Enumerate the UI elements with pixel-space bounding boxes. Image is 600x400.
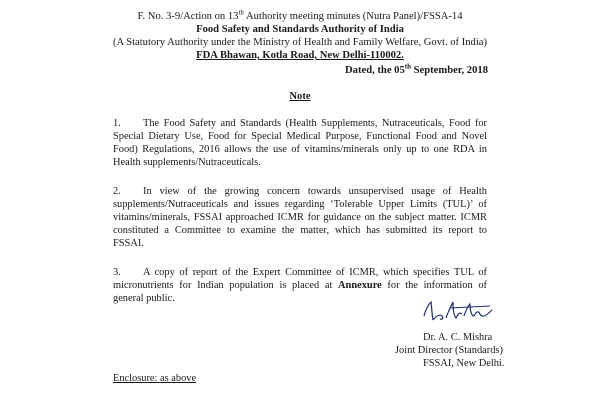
address-text: FDA Bhawan, Kotla Road, New Delhi-110002. xyxy=(196,50,404,61)
title-text: Note xyxy=(289,91,311,102)
para-1-line: Health supplements/Nutraceuticals. xyxy=(113,157,261,168)
date-suffix: September, 2018 xyxy=(411,65,488,76)
date-sup: th xyxy=(404,62,411,71)
file-number-sup: th xyxy=(238,8,244,17)
para-3-number: 3. xyxy=(113,267,121,278)
signatory-name: Dr. A. C. Mishra xyxy=(423,332,493,343)
para-1-line: Special Dietary Use, Food for Special Medical Purpose, Functional Food and Novel xyxy=(113,131,487,142)
para-2-number: 2. xyxy=(113,186,121,197)
para-3-line: A copy of report of the Expert Committee of ICMR, which specifies TUL of xyxy=(143,267,487,278)
para-2-line: FSSAI. xyxy=(113,238,144,249)
organization-address xyxy=(0,49,600,62)
para-2-line: constituted a Committee to examine the matter, which has submitted its report to xyxy=(113,225,487,236)
para-1-number: 1. xyxy=(113,118,121,129)
annexure-label: Annexure xyxy=(338,280,382,291)
file-number xyxy=(0,10,600,23)
signatory-designation: Joint Director (Standards) xyxy=(395,344,503,356)
signatory-block xyxy=(395,332,504,370)
organization-description: (A Statutory Authority under the Ministry of Health and Family Welfare, Govt. of India) xyxy=(112,37,488,48)
para-2-line: In view of the growing concern towards unsupervised usage of Health xyxy=(143,186,487,197)
para-3-line: general public. xyxy=(113,293,175,304)
file-number-prefix: F. No. 3-9/Action on 13 xyxy=(137,11,239,22)
date-prefix: Dated, the 05 xyxy=(345,65,405,76)
signatory-office: FSSAI, New Delhi. xyxy=(423,357,505,369)
document-title xyxy=(0,91,600,102)
para-3-text: micronutrients for Indian population is placed at xyxy=(113,280,339,291)
file-number-suffix: Authority meeting minutes (Nutra Panel)/FSSA-14 xyxy=(243,11,463,22)
document-date xyxy=(345,62,488,76)
para-1-line: Food) Regulations, 2016 allows the use of vitamins/minerals only up to one RDA in xyxy=(113,144,487,155)
para-2-line: vitamins/minerals, FSSAI approached ICMR for guidance on the subject matter. ICMR xyxy=(113,212,487,223)
organization-name: Food Safety and Standards Authority of India xyxy=(196,24,404,35)
para-3-text: for the information of xyxy=(381,280,487,291)
para-1-line: The Food Safety and Standards (Health Supplements, Nutraceuticals, Food for xyxy=(143,118,487,129)
para-2-line: supplements/Nutraceuticals and issues regarding ‘Tolerable Upper Limits (TUL)’ of xyxy=(113,199,487,210)
enclosure-note: Enclosure: as above xyxy=(113,373,197,384)
para-3-line xyxy=(113,280,487,293)
handwritten-signature xyxy=(420,296,500,326)
